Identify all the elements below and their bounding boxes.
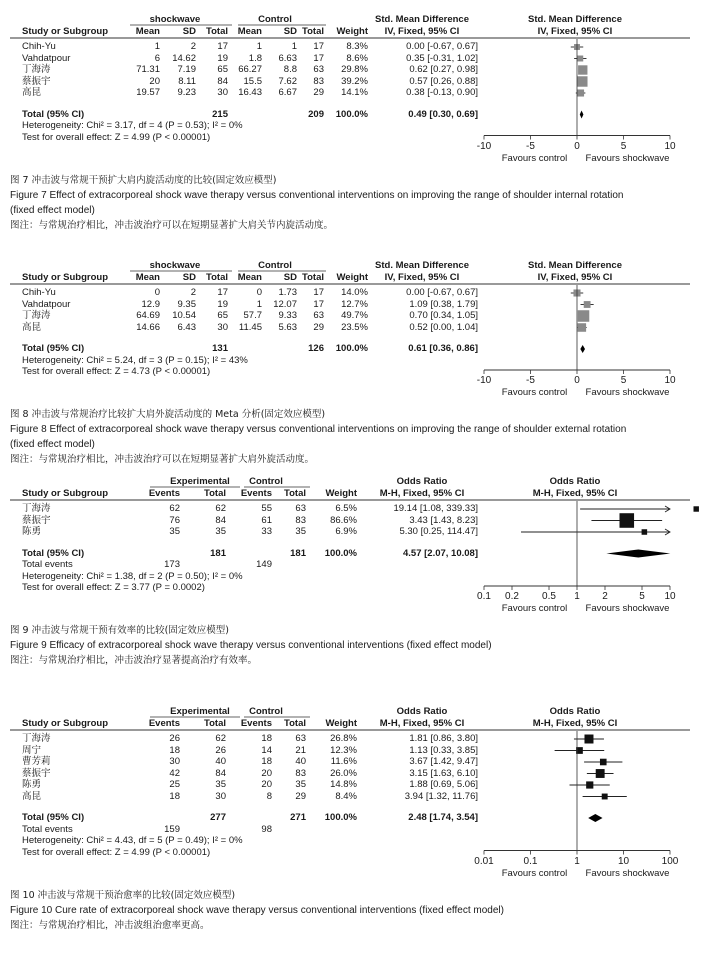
- cell-total-ctrl: 83: [313, 75, 324, 87]
- study-name: 蔡振宇: [22, 767, 51, 779]
- cell-weight: 8.4%: [335, 790, 357, 802]
- cell-mean-exp: 14.66: [136, 321, 160, 333]
- study-effect-box: [642, 529, 648, 535]
- axis-tick-label: 0: [574, 140, 580, 152]
- cell-effect-ci: 1.88 [0.69, 5.06]: [409, 779, 478, 790]
- axis-tick-label: 5: [620, 140, 627, 152]
- cell-total-ctrl: 29: [313, 87, 324, 98]
- col-total-ctrl: Total: [302, 272, 324, 283]
- cell-effect-ci: 0.35 [-0.31, 1.02]: [406, 52, 478, 64]
- col-events-exp: Events: [148, 718, 180, 729]
- total-ctrl: 181: [290, 547, 306, 559]
- col-study: Study or Subgroup: [22, 272, 109, 283]
- study-effect-box: [586, 781, 593, 788]
- cell-mean-exp: 20: [149, 75, 160, 87]
- cell-effect-ci: 0.38 [-0.13, 0.90]: [406, 87, 478, 98]
- heterogeneity-text: Heterogeneity: Chi² = 5.24, df = 3 (P = 0.15); I² = 43%: [22, 354, 248, 366]
- total-events-ctrl: 149: [256, 559, 272, 570]
- cell-total-ctrl: 40: [295, 756, 306, 767]
- figure-caption-en: Figure 8 Effect of extracorporeal shock wave therapy versus conventional interventions on improving the range of shoulder external rotation: [10, 424, 627, 435]
- cell-weight: 39.2%: [341, 75, 368, 87]
- cell-sd-exp: 8.11: [178, 75, 196, 87]
- study-name: Vahdatpour: [22, 52, 71, 64]
- col-weight: Weight: [336, 272, 368, 283]
- favours-right-label: Favours shockwave: [585, 603, 670, 614]
- study-effect-box: [620, 513, 635, 528]
- cell-total-ctrl: 63: [313, 310, 324, 321]
- col-weight: Weight: [325, 718, 357, 729]
- total-effect-ci: 2.48 [1.74, 3.54]: [408, 812, 478, 823]
- study-name: 陈勇: [22, 526, 42, 537]
- cell-sd-exp: 14.62: [172, 52, 196, 64]
- cell-effect-ci: 1.13 [0.33, 3.85]: [409, 744, 478, 756]
- effect-subheader: IV, Fixed, 95% CI: [384, 272, 460, 283]
- cell-total-ctrl: 63: [295, 733, 306, 744]
- axis-tick-label: 0.5: [542, 591, 556, 602]
- axis-tick-label: -5: [526, 375, 535, 386]
- col-mean-ctrl: Mean: [237, 26, 262, 37]
- cell-total-exp: 17: [217, 41, 228, 52]
- total-events-label: Total events: [22, 559, 73, 570]
- study-name: Vahdatpour: [22, 298, 71, 310]
- figure-caption-en-cont: (fixed effect model): [10, 439, 95, 450]
- cell-sd-ctrl: 7.62: [278, 75, 297, 87]
- cell-sd-exp: 10.54: [172, 310, 196, 321]
- cell-weight: 12.7%: [341, 298, 368, 310]
- col-total-ctrl: Total: [284, 488, 306, 499]
- cell-sd-exp: 2: [190, 287, 196, 298]
- favours-left-label: Favours control: [501, 603, 568, 614]
- cell-sd-ctrl: 8.8: [283, 64, 297, 75]
- col-total-ctrl: Total: [284, 718, 306, 729]
- study-name: 蔡振宇: [22, 514, 51, 526]
- study-name: 曹芳莉: [22, 756, 51, 767]
- cell-mean-ctrl: 16.43: [238, 87, 262, 98]
- cell-events-exp: 26: [169, 733, 180, 744]
- plot-subheader: M-H, Fixed, 95% CI: [532, 488, 618, 499]
- cell-events-ctrl: 61: [261, 514, 272, 526]
- col-mean-exp: Mean: [135, 26, 160, 37]
- plot-header: Odds Ratio: [549, 476, 601, 487]
- study-name: 陈勇: [22, 779, 42, 790]
- figure-caption-en: Figure 10 Cure rate of extracorporeal shock wave therapy versus conventional interventions (fixed effect model): [10, 904, 504, 916]
- col-total-exp: Total: [204, 718, 226, 729]
- cell-weight: 14.0%: [341, 287, 368, 298]
- axis-tick-label: 2: [602, 591, 608, 602]
- cell-weight: 6.5%: [335, 503, 357, 514]
- cell-sd-exp: 7.19: [177, 64, 196, 75]
- cell-weight: 11.6%: [330, 756, 357, 767]
- study-name: 丁海涛: [22, 733, 51, 744]
- cell-effect-ci: 0.62 [0.27, 0.98]: [409, 64, 478, 75]
- cell-mean-exp: 12.9: [141, 298, 160, 310]
- cell-mean-ctrl: 15.5: [243, 75, 262, 87]
- total-weight: 100.0%: [324, 547, 357, 559]
- figure-note-zh: 图注：与常规治疗相比，冲击波治疗可以在短期显著扩大肩关节内旋活动度。: [10, 219, 334, 231]
- col-events-ctrl: Events: [240, 488, 272, 499]
- col-total-ctrl: Total: [302, 26, 324, 37]
- pooled-diamond: [580, 111, 584, 119]
- study-effect-box: [577, 56, 583, 62]
- col-sd-exp: SD: [182, 272, 196, 283]
- total-weight: 100.0%: [324, 812, 357, 823]
- cell-total-exp: 35: [215, 779, 226, 790]
- cell-sd-ctrl: 6.67: [278, 87, 297, 98]
- total-events-exp: 173: [164, 559, 180, 570]
- group2-header: Control: [249, 476, 283, 487]
- cell-effect-ci: 5.30 [0.25, 114.47]: [399, 526, 478, 537]
- study-name: 蔡振宇: [22, 75, 51, 87]
- total-effect-ci: 0.49 [0.30, 0.69]: [408, 108, 478, 120]
- cell-sd-ctrl: 5.63: [278, 321, 297, 333]
- axis-tick-label: 10: [617, 855, 630, 867]
- col-weight: Weight: [336, 26, 368, 37]
- study-effect-box: [602, 794, 608, 800]
- cell-total-exp: 30: [217, 321, 228, 333]
- cell-weight: 26.0%: [330, 767, 357, 779]
- cell-total-exp: 26: [215, 744, 226, 756]
- plot-header: Std. Mean Difference: [528, 14, 622, 25]
- cell-mean-ctrl: 0: [256, 287, 262, 298]
- group2-header: Control: [249, 706, 283, 717]
- cell-total-exp: 65: [217, 310, 228, 321]
- study-effect-box: [578, 323, 587, 332]
- total-exp: 215: [212, 108, 228, 120]
- cell-mean-ctrl: 11.45: [238, 321, 262, 333]
- cell-events-exp: 18: [169, 744, 180, 756]
- cell-total-ctrl: 29: [295, 790, 306, 802]
- effect-header: Std. Mean Difference: [375, 260, 469, 271]
- cell-total-exp: 62: [215, 503, 226, 514]
- total-weight: 100.0%: [335, 108, 368, 120]
- total-weight: 100.0%: [335, 343, 368, 354]
- total-ctrl: 209: [308, 108, 324, 120]
- col-events-exp: Events: [148, 488, 180, 499]
- group1-header: Experimental: [170, 706, 230, 717]
- cell-mean-exp: 19.57: [136, 87, 160, 98]
- cell-total-ctrl: 29: [313, 321, 324, 333]
- plot-subheader: M-H, Fixed, 95% CI: [532, 718, 618, 729]
- cell-events-ctrl: 20: [261, 767, 272, 779]
- cell-total-ctrl: 17: [313, 41, 324, 52]
- cell-mean-ctrl: 66.27: [238, 64, 262, 75]
- total-effect-ci: 0.61 [0.36, 0.86]: [408, 343, 478, 354]
- group2-header: Control: [258, 14, 292, 25]
- col-study: Study or Subgroup: [22, 26, 109, 37]
- total-exp: 277: [210, 812, 226, 823]
- col-mean-exp: Mean: [135, 272, 160, 283]
- col-total-exp: Total: [206, 26, 228, 37]
- cell-weight: 86.6%: [330, 514, 357, 526]
- cell-total-ctrl: 35: [295, 526, 306, 537]
- favours-left-label: Favours control: [501, 152, 568, 164]
- cell-sd-exp: 9.23: [177, 87, 196, 98]
- study-effect-box: [584, 301, 591, 308]
- effect-subheader: IV, Fixed, 95% CI: [384, 26, 460, 37]
- cell-effect-ci: 0.52 [0.00, 1.04]: [409, 321, 478, 333]
- col-total-exp: Total: [206, 272, 228, 283]
- cell-effect-ci: 3.43 [1.43, 8.23]: [409, 514, 478, 526]
- cell-events-exp: 76: [169, 514, 180, 526]
- axis-tick-label: 5: [639, 591, 645, 602]
- study-effect-box: [577, 89, 584, 96]
- overall-effect-text: Test for overall effect: Z = 4.73 (P < 0.00001): [22, 366, 211, 377]
- cell-total-ctrl: 63: [295, 503, 306, 514]
- axis-tick-label: 1: [574, 855, 580, 867]
- cell-weight: 6.9%: [335, 526, 357, 537]
- pooled-diamond: [606, 550, 670, 558]
- overall-effect-text: Test for overall effect: Z = 4.99 (P < 0.00001): [22, 131, 211, 143]
- overall-effect-text: Test for overall effect: Z = 4.99 (P < 0.00001): [22, 846, 211, 858]
- cell-events-exp: 35: [169, 526, 180, 537]
- cell-sd-ctrl: 1: [291, 41, 297, 52]
- cell-weight: 8.6%: [346, 52, 368, 64]
- pooled-diamond: [588, 814, 602, 822]
- figure-caption-zh: 图 9 冲击波与常规干预有效率的比较(固定效应模型): [10, 625, 229, 636]
- cell-events-ctrl: 14: [261, 744, 272, 756]
- axis-tick-label: 10: [664, 375, 676, 386]
- axis-tick-label: 10: [664, 140, 676, 152]
- cell-events-ctrl: 33: [261, 526, 272, 537]
- col-study: Study or Subgroup: [22, 488, 109, 499]
- cell-mean-exp: 71.31: [136, 64, 160, 75]
- cell-events-exp: 25: [169, 779, 180, 790]
- heterogeneity-text: Heterogeneity: Chi² = 3.17, df = 4 (P = 0.53); I² = 0%: [22, 120, 243, 131]
- cell-effect-ci: 3.15 [1.63, 6.10]: [409, 767, 478, 779]
- cell-total-exp: 19: [217, 298, 228, 310]
- cell-total-exp: 62: [215, 733, 226, 744]
- group1-header: Experimental: [170, 476, 230, 487]
- axis-tick-label: 0: [574, 375, 580, 386]
- axis-tick-label: -10: [476, 140, 492, 152]
- cell-weight: 12.3%: [330, 744, 357, 756]
- cell-effect-ci: 19.14 [1.08, 339.33]: [393, 503, 478, 514]
- cell-events-ctrl: 8: [266, 790, 272, 802]
- cell-total-ctrl: 83: [295, 514, 306, 526]
- cell-weight: 26.8%: [330, 733, 357, 744]
- cell-effect-ci: 0.70 [0.34, 1.05]: [409, 310, 478, 321]
- total-effect-ci: 4.57 [2.07, 10.08]: [403, 547, 478, 559]
- study-effect-box: [693, 506, 698, 511]
- cell-weight: 23.5%: [341, 321, 368, 333]
- cell-effect-ci: 3.67 [1.42, 9.47]: [409, 756, 478, 767]
- col-sd-ctrl: SD: [283, 26, 297, 37]
- cell-weight: 49.7%: [341, 310, 368, 321]
- cell-effect-ci: 1.81 [0.86, 3.80]: [409, 733, 478, 744]
- cell-sd-ctrl: 9.33: [278, 310, 297, 321]
- cell-mean-exp: 6: [154, 52, 160, 64]
- effect-subheader: M-H, Fixed, 95% CI: [379, 488, 465, 499]
- figure-note-zh: 图注：与常规治疗相比，冲击波治疗显著提高治疗有效率。: [10, 655, 258, 666]
- cell-total-ctrl: 17: [313, 287, 324, 298]
- cell-weight: 14.1%: [341, 87, 368, 98]
- col-sd-ctrl: SD: [283, 272, 297, 283]
- cell-effect-ci: 1.09 [0.38, 1.79]: [409, 298, 478, 310]
- favours-left-label: Favours control: [501, 867, 568, 879]
- cell-sd-ctrl: 1.73: [278, 287, 297, 298]
- cell-weight: 14.8%: [330, 779, 357, 790]
- cell-total-exp: 17: [217, 287, 228, 298]
- cell-total-ctrl: 21: [295, 744, 306, 756]
- cell-total-ctrl: 35: [295, 779, 306, 790]
- total-exp: 131: [212, 343, 228, 354]
- plot-subheader: IV, Fixed, 95% CI: [537, 272, 613, 283]
- cell-weight: 29.8%: [341, 64, 368, 75]
- cell-sd-exp: 2: [190, 41, 196, 52]
- cell-total-exp: 84: [217, 75, 228, 87]
- cell-effect-ci: 0.00 [-0.67, 0.67]: [406, 287, 478, 298]
- study-name: 周宁: [22, 744, 42, 756]
- total-label: Total (95% CI): [22, 812, 85, 823]
- study-name: 丁海涛: [22, 310, 51, 321]
- figure-caption-zh: 图 10 冲击波与常规干预治愈率的比较(固定效应模型): [10, 889, 236, 901]
- cell-events-exp: 42: [169, 767, 180, 779]
- study-effect-box: [596, 769, 605, 778]
- total-ctrl: 271: [290, 812, 306, 823]
- plot-header: Odds Ratio: [549, 706, 601, 717]
- cell-sd-ctrl: 12.07: [273, 298, 297, 310]
- col-weight: Weight: [325, 488, 357, 499]
- cell-effect-ci: 0.57 [0.26, 0.88]: [409, 75, 478, 87]
- cell-mean-exp: 64.69: [136, 310, 160, 321]
- cell-events-exp: 62: [169, 503, 180, 514]
- cell-total-exp: 40: [215, 756, 226, 767]
- study-name: 高昆: [22, 87, 42, 98]
- cell-total-exp: 30: [215, 790, 226, 802]
- axis-tick-label: 10: [664, 591, 676, 602]
- study-name: Chih-Yu: [22, 41, 56, 52]
- cell-events-ctrl: 18: [261, 733, 272, 744]
- total-exp: 181: [210, 547, 226, 559]
- group1-header: shockwave: [149, 260, 201, 271]
- col-mean-ctrl: Mean: [237, 272, 262, 283]
- axis-tick-label: 0.1: [477, 591, 491, 602]
- cell-mean-ctrl: 57.7: [243, 310, 262, 321]
- cell-total-ctrl: 83: [295, 767, 306, 779]
- cell-sd-exp: 6.43: [177, 321, 196, 333]
- total-events-ctrl: 98: [261, 823, 272, 835]
- cell-weight: 8.3%: [346, 41, 368, 52]
- cell-total-exp: 84: [215, 514, 226, 526]
- figure-caption-en: Figure 7 Effect of extracorporeal shock wave therapy versus conventional interventions on improving the range of shoulder internal rotation: [10, 189, 624, 201]
- effect-subheader: M-H, Fixed, 95% CI: [379, 718, 465, 729]
- col-study: Study or Subgroup: [22, 718, 109, 729]
- plot-header: Std. Mean Difference: [528, 260, 622, 271]
- axis-tick-label: -5: [526, 140, 535, 152]
- total-events-label: Total events: [22, 823, 73, 835]
- total-events-exp: 159: [164, 823, 180, 835]
- cell-events-ctrl: 20: [261, 779, 272, 790]
- plot-subheader: IV, Fixed, 95% CI: [537, 26, 613, 37]
- axis-tick-label: 0.01: [474, 855, 494, 867]
- study-effect-box: [584, 735, 593, 744]
- study-effect-box: [578, 65, 587, 74]
- study-name: 丁海涛: [22, 64, 51, 75]
- figure-caption-en: Figure 9 Efficacy of extracorporeal shock wave therapy versus conventional interventions (fixed effect model): [10, 640, 492, 651]
- axis-tick-label: 0.2: [505, 591, 519, 602]
- cell-total-exp: 65: [217, 64, 228, 75]
- col-total-exp: Total: [204, 488, 226, 499]
- cell-sd-exp: 9.35: [177, 298, 196, 310]
- total-label: Total (95% CI): [22, 108, 85, 120]
- figure-caption-en-cont: (fixed effect model): [10, 204, 95, 216]
- cell-total-exp: 84: [215, 767, 226, 779]
- figure-caption-zh: 图 7 冲击波与常规干预扩大肩内旋活动度的比较(固定效应模型): [10, 174, 277, 186]
- favours-right-label: Favours shockwave: [585, 387, 670, 398]
- col-sd-exp: SD: [182, 26, 196, 37]
- cell-mean-exp: 1: [154, 41, 160, 52]
- cell-total-ctrl: 63: [313, 64, 324, 75]
- col-events-ctrl: Events: [240, 718, 272, 729]
- cell-events-ctrl: 18: [261, 756, 272, 767]
- axis-tick-label: 5: [620, 375, 627, 386]
- study-effect-box: [600, 759, 607, 766]
- study-effect-box: [578, 310, 590, 322]
- total-ctrl: 126: [308, 343, 324, 354]
- study-name: 高昆: [22, 790, 42, 802]
- figure-caption-zh: 图 8 冲击波与常规治疗比较扩大肩外旋活动度的 Meta 分析(固定效应模型): [10, 409, 326, 420]
- cell-total-ctrl: 17: [313, 52, 324, 64]
- effect-header: Odds Ratio: [396, 476, 448, 487]
- overall-effect-text: Test for overall effect: Z = 3.77 (P = 0.0002): [22, 582, 205, 593]
- cell-effect-ci: 3.94 [1.32, 11.76]: [404, 790, 478, 802]
- figure-note-zh: 图注：与常规治疗相比，冲击波组治愈率更高。: [10, 919, 210, 931]
- favours-right-label: Favours shockwave: [585, 152, 670, 164]
- study-name: 高昆: [22, 321, 42, 333]
- cell-events-exp: 30: [169, 756, 180, 767]
- cell-total-exp: 19: [217, 52, 228, 64]
- total-label: Total (95% CI): [22, 547, 85, 559]
- axis-tick-label: 100: [661, 855, 679, 867]
- group2-header: Control: [258, 260, 292, 271]
- cell-events-ctrl: 55: [261, 503, 272, 514]
- cell-mean-ctrl: 1.8: [248, 52, 262, 64]
- figure-note-zh: 图注：与常规治疗相比，冲击波治疗可以在短期显著扩大肩外旋活动度。: [10, 454, 315, 465]
- favours-left-label: Favours control: [501, 387, 568, 398]
- favours-right-label: Favours shockwave: [585, 867, 670, 879]
- cell-total-ctrl: 17: [313, 298, 324, 310]
- cell-sd-ctrl: 6.63: [278, 52, 297, 64]
- study-name: 丁海涛: [22, 503, 51, 514]
- study-effect-box: [577, 76, 587, 86]
- axis-tick-label: -10: [476, 375, 492, 386]
- study-name: Chih-Yu: [22, 287, 56, 298]
- pooled-diamond: [580, 345, 585, 353]
- cell-mean-ctrl: 1: [256, 41, 262, 52]
- group1-header: shockwave: [149, 14, 201, 25]
- effect-header: Odds Ratio: [396, 706, 448, 717]
- cell-mean-exp: 0: [154, 287, 160, 298]
- cell-events-exp: 18: [169, 790, 180, 802]
- cell-total-exp: 30: [217, 87, 228, 98]
- axis-tick-label: 0.1: [523, 855, 538, 867]
- axis-tick-label: 1: [574, 591, 580, 602]
- cell-mean-ctrl: 1: [256, 298, 262, 310]
- effect-header: Std. Mean Difference: [375, 14, 469, 25]
- cell-effect-ci: 0.00 [-0.67, 0.67]: [406, 41, 478, 52]
- total-label: Total (95% CI): [22, 343, 85, 354]
- cell-total-exp: 35: [215, 526, 226, 537]
- heterogeneity-text: Heterogeneity: Chi² = 1.38, df = 2 (P = 0.50); I² = 0%: [22, 570, 243, 582]
- heterogeneity-text: Heterogeneity: Chi² = 4.43, df = 5 (P = 0.49); I² = 0%: [22, 835, 243, 846]
